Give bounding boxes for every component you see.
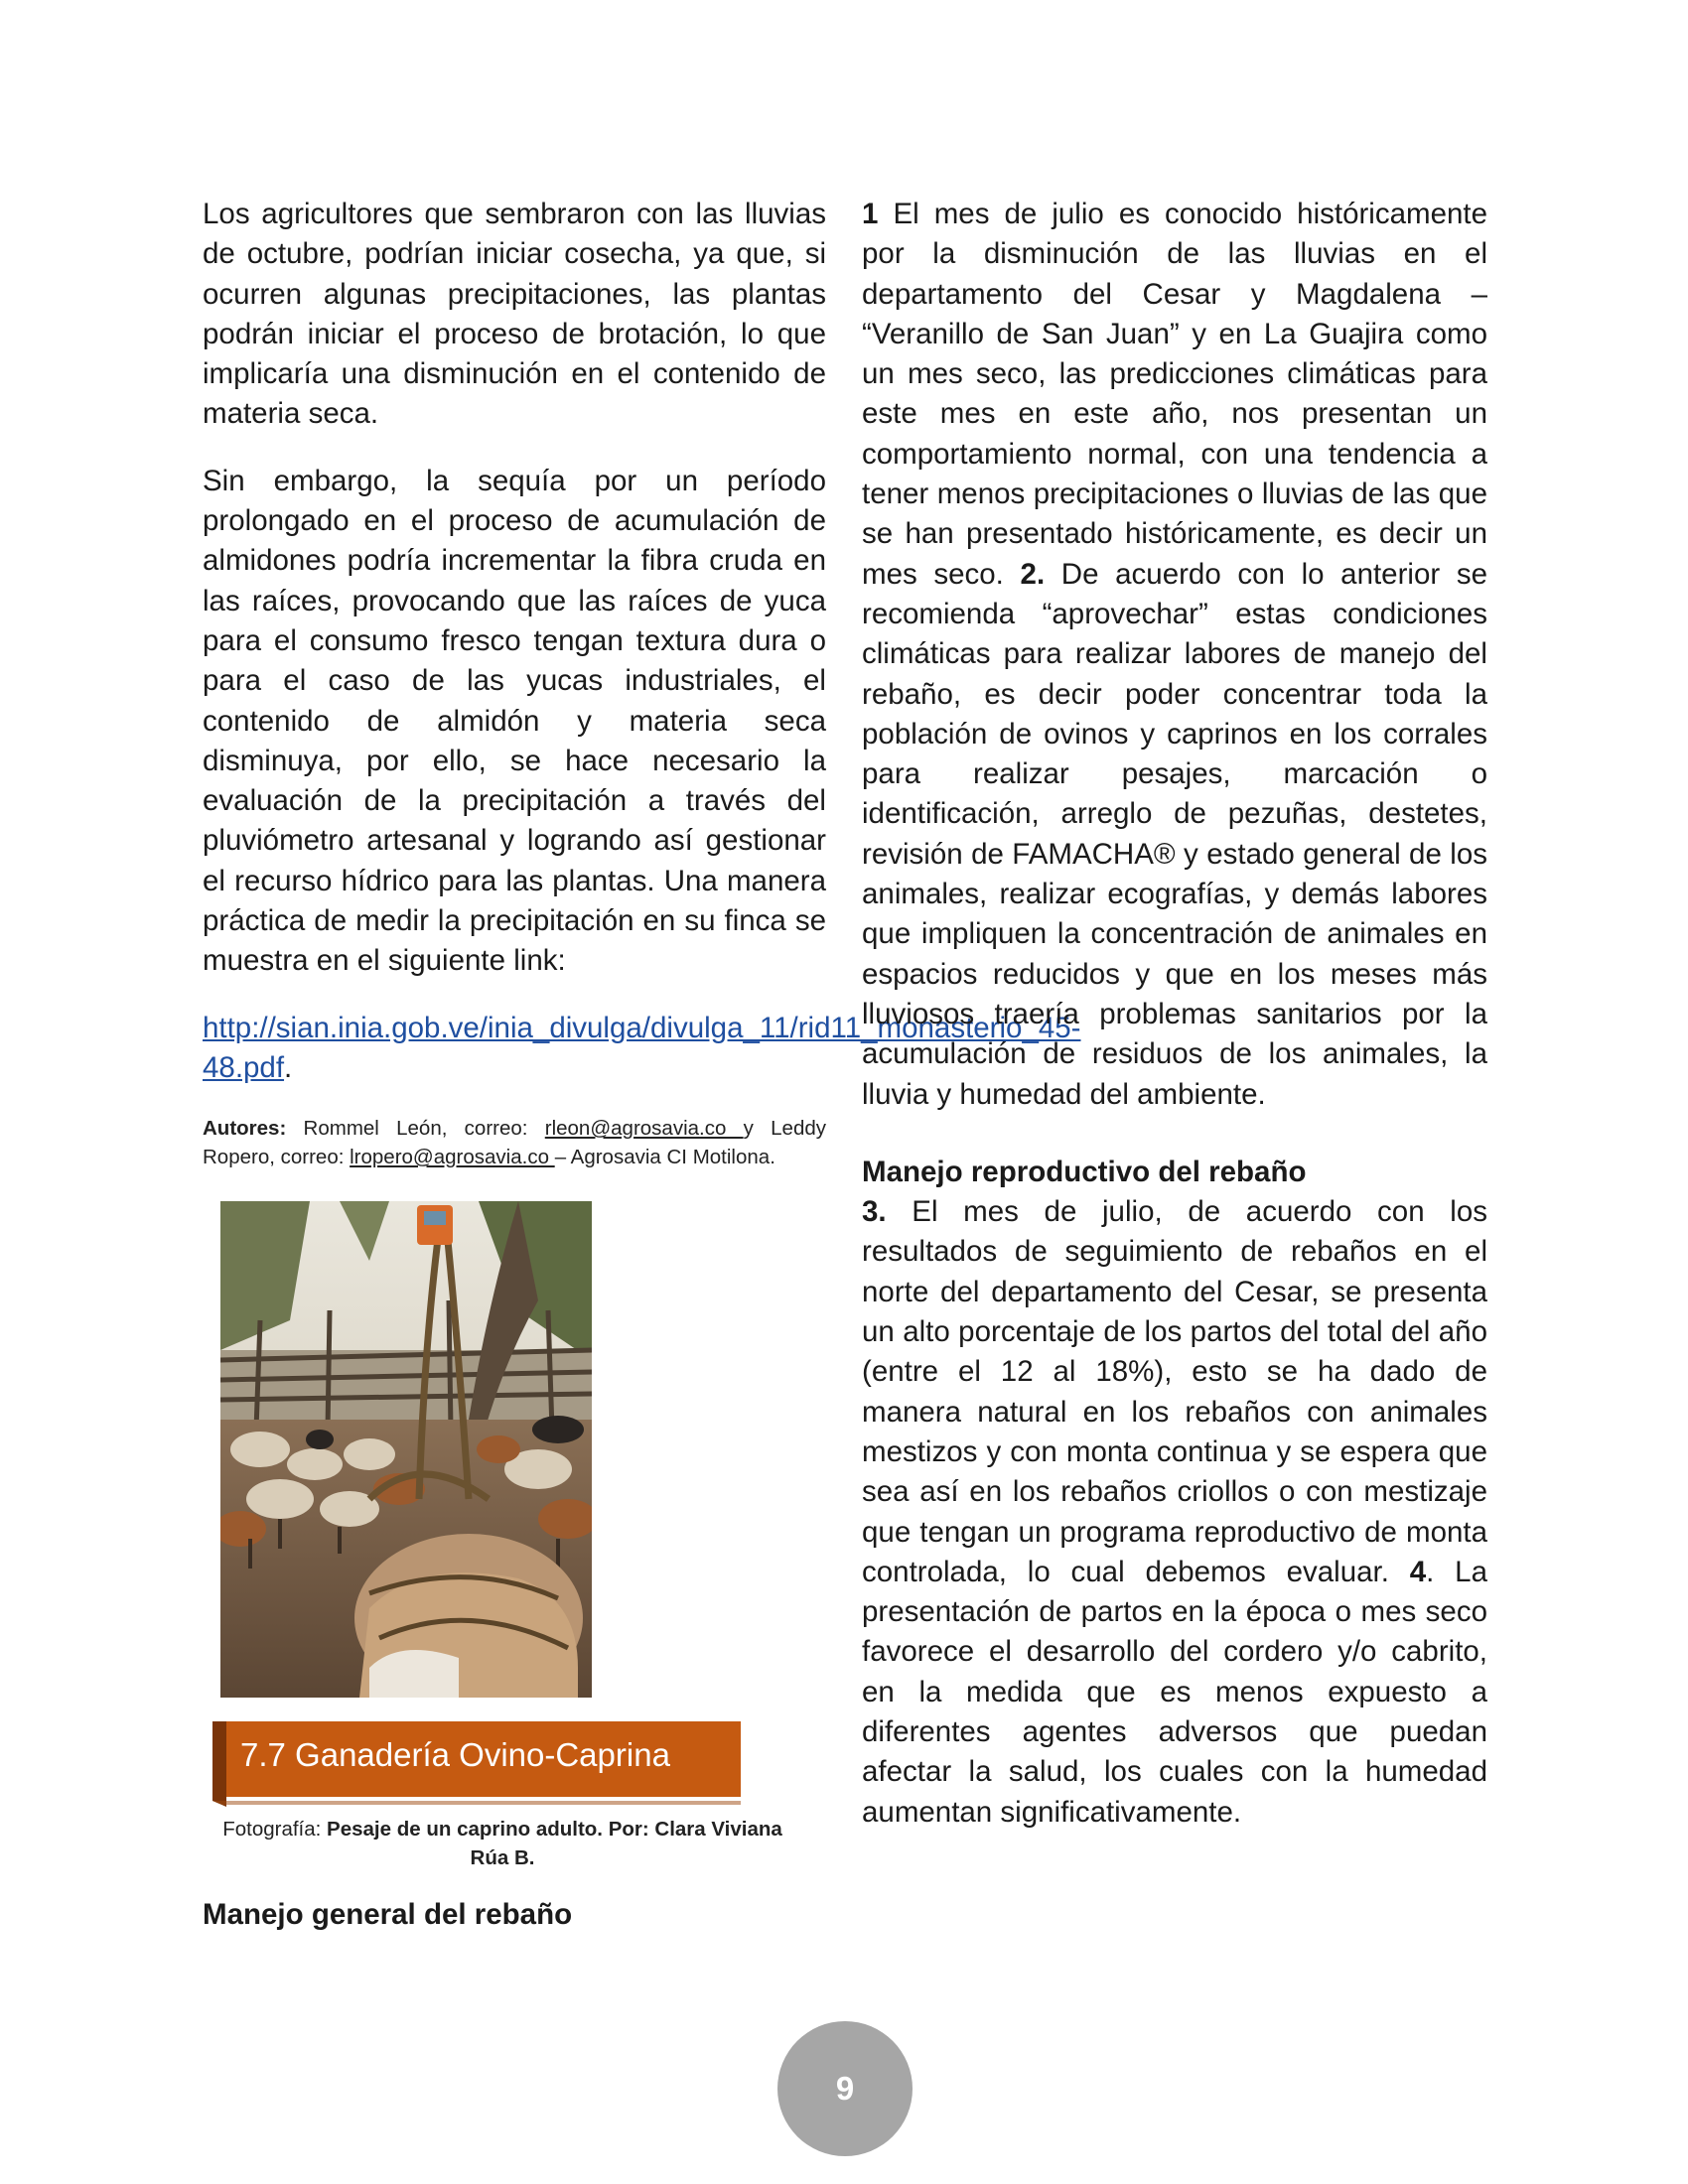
photo-caption <box>212 1815 792 1872</box>
email-link-lropero[interactable]: lropero@agrosavia.co <box>350 1146 555 1169</box>
heading-reproductive-management: Manejo reproductivo del rebaño <box>862 1155 1307 1188</box>
goat-weighing-photo <box>220 1201 592 1698</box>
link-paragraph <box>203 1009 1081 1089</box>
paragraph-births <box>862 1192 1487 1833</box>
paragraph-drought: Sin embargo, la sequía por un período prolongado en el proceso de acumulación de almidones podría incrementar la fibra cruda en las raíces, provocando que las raíces de yuca para el consumo fresco tengan textura dura o para el caso de las yucas industriales, el contenido de almidón y materia seca disminuya, por ello, se hace necesario la evaluación de la precipitación a través del pluviómetro artesanal y logrando así gestionar el recurso hídrico para las plantas. Una manera práctica de medir la precipitación en su finca se muestra en el siguiente link: <box>203 464 826 978</box>
left-column <box>203 195 1081 1698</box>
item-text-3: El mes de julio, de acuerdo con los resultados de seguimiento de rebaños en el norte del departamento del Cesar, se presenta un alto porcentaje de los partos del total del año (entre el 12 al 18%), esto se ha dado de manera natural en los rebaños con animales mestizos y con monta continua y se espera que sea así en los rebaños criollos o con mestizaje que tengan un programa reproductivo de monta controlada, lo cual debemos evaluar. <box>862 1195 1487 1588</box>
authors-text-2: y Leddy Ropero, correo: <box>203 1117 827 1169</box>
heading-general-management: Manejo general del rebaño <box>203 1898 573 1931</box>
authors-label: Autores: <box>203 1117 287 1141</box>
caption-prefix: Fotografía: <box>222 1818 328 1841</box>
link-suffix: . <box>284 1050 293 1084</box>
item-text-2: De acuerdo con lo anterior se recomienda “aprovechar” estas condiciones climáticas para realizar labores de manejo del rebaño, es decir poder concentrar toda la población de ovinos y caprinos en los corrales para realizar pesajes, marcación o identificación, arreglo de pezuñas, destetes, revisión de FAMACHA® y estado general de los animales, realizar ecografías, y demás labores que impliquen la concentración de animales en espacios reducidos y que en los meses más lluviosos traería problemas sanitarios por la acumulación de residuos de los animales, la lluvia y humedad del ambiente. <box>862 557 1487 1111</box>
item-text-4: . La presentación de partos en la época o mes seco favorece el desarrollo del cordero y/o cabrito, en la medida que es menos expuesto a diferentes agentes adversos que puedan afectar la salud, los cuales con la humedad aumentan significativamente. <box>862 1555 1487 1829</box>
item-number-3: 3. <box>862 1195 887 1229</box>
authors-text-1: Rommel León, correo: <box>286 1117 545 1141</box>
caption-bold: Pesaje de un caprino adulto. Por: Clara Viviana Rúa B. <box>327 1818 782 1869</box>
item-text-1: El mes de julio es conocido históricamente por la disminución de las lluvias en el departamento del Cesar y Magdalena – “Veranillo de San Juan” y en La Guajira como un mes seco, las predicciones climáticas para este mes en este año, nos presentan un comportamiento normal, con una tendencia a tener menos precipitaciones o lluvias de las que se han presentado históricamente, es decir un mes seco. <box>862 198 1487 591</box>
section-title-ganaderia: 7.7 Ganadería Ovino-Caprina <box>240 1736 670 1773</box>
item-number-4: 4 <box>1409 1555 1427 1588</box>
right-column <box>862 195 1487 1833</box>
paragraph-july-climate <box>862 195 1487 1115</box>
pluviometer-link[interactable]: http://sian.inia.gob.ve/inia_divulga/divulga_11/rid11_monasterio_45-48.pdf <box>203 1011 1081 1084</box>
authors-note <box>203 1114 826 1171</box>
goat-photo-illustration <box>220 1201 592 1698</box>
email-link-rleon[interactable]: rleon@agrosavia.co <box>544 1117 744 1141</box>
page-number: 9 <box>777 2021 913 2156</box>
item-number-1: 1 <box>862 198 879 230</box>
paragraph-harvest: Los agricultores que sembraron con las lluvias de octubre, podrían iniciar cosecha, ya que, si ocurren algunas precipitaciones, las plantas podrán iniciar el proceso de brotación, lo que implicaría una disminución en el contenido de materia seca. <box>203 198 826 431</box>
authors-text-3: – Agrosavia CI Motilona. <box>554 1146 775 1169</box>
item-number-2: 2. <box>1020 557 1046 591</box>
